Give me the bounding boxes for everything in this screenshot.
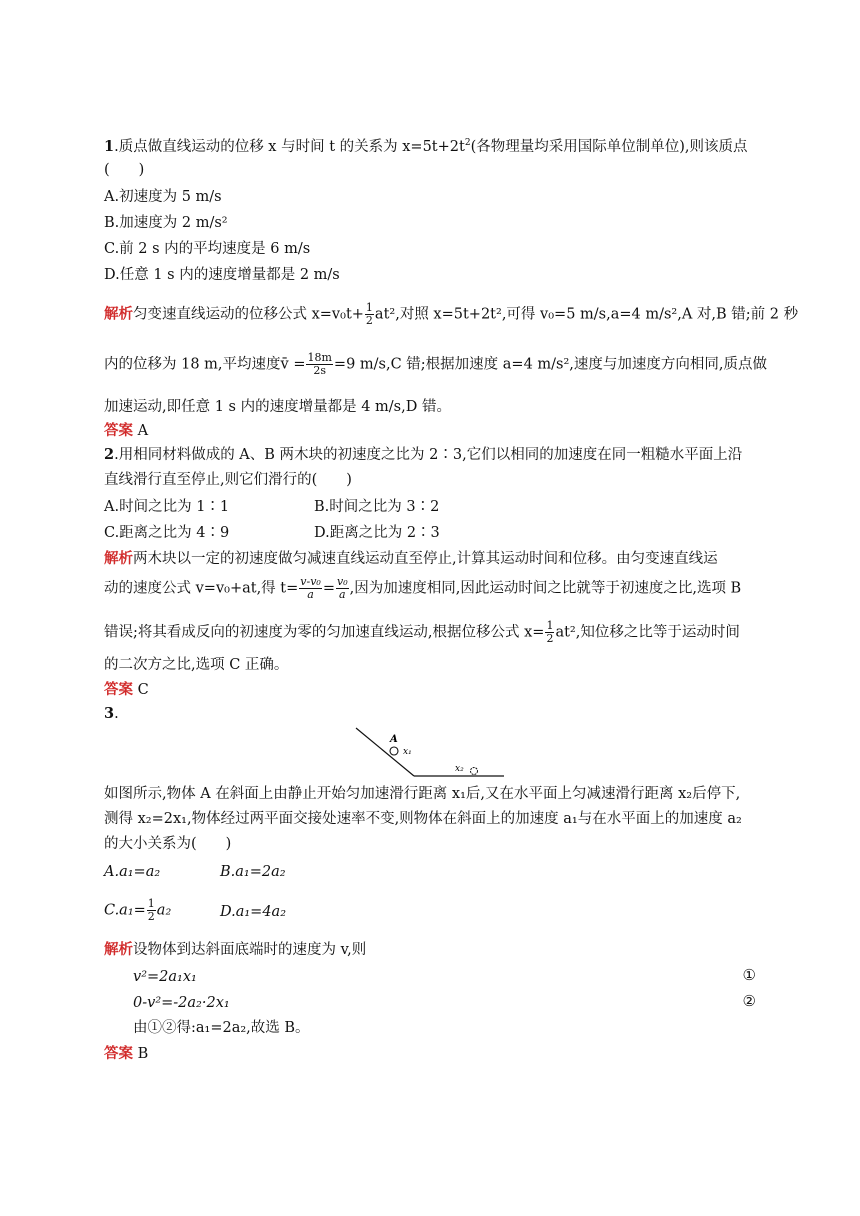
q3-option-c	[104, 898, 171, 923]
q2-stem-line1	[104, 444, 742, 466]
analysis-text: at²,知位移之比等于运动时间	[555, 624, 740, 641]
q3-stem-line3: 的大小关系为( )	[104, 836, 232, 852]
analysis-label: 解析	[104, 306, 133, 323]
label-x2: x₂	[455, 764, 464, 774]
fraction-time2	[336, 576, 349, 601]
q1-option-a: A.初速度为 5 m/s	[104, 189, 222, 205]
label-a: A	[390, 734, 398, 745]
q3-option-a: A.a₁=a₂	[104, 864, 161, 880]
q2-stem-line2: 直线滑行直至停止,则它们滑行的( )	[104, 472, 352, 488]
q2-option-b: B.时间之比为 3∶2	[314, 499, 440, 515]
block-a-icon	[390, 747, 398, 755]
q3-option-b: B.a₁=2a₂	[220, 864, 286, 880]
q3-equation-2-mark: ②	[742, 992, 756, 1010]
q3-answer	[104, 1043, 148, 1065]
frac-bottom: a	[339, 588, 346, 601]
q3-stem-line2: 测得 x₂=2x₁,物体经过两平面交接处速率不变,则物体在斜面上的加速度 a₁与在水平面上的加速度 a₂	[104, 811, 742, 827]
analysis-text: 错误;将其看成反向的初速度为零的匀加速直线运动,根据位移公式 x=	[104, 624, 545, 641]
analysis-text: at²,对照 x=5t+2t²,可得 v₀=5 m/s,a=4 m/s²,A 对,B 错;前 2 秒	[374, 306, 799, 323]
frac-bottom: 2	[546, 632, 554, 645]
block-stop-icon	[471, 768, 478, 775]
label-x1: x₁	[403, 747, 412, 757]
q1-option-d: D.任意 1 s 内的速度增量都是 2 m/s	[104, 267, 340, 283]
answer-value: C	[133, 682, 149, 698]
analysis-text: 两木块以一定的初速度做匀减速直线运动直至停止,计算其运动时间和位移。由匀变速直线运	[133, 551, 718, 567]
analysis-text: 动的速度公式 v=v₀+at,得 t=	[104, 580, 299, 597]
question-number: 3	[104, 705, 115, 722]
q1-analysis-line1	[104, 302, 798, 327]
answer-label: 答案	[104, 682, 133, 698]
frac-bottom: a	[307, 588, 314, 601]
stem-text: .用相同材料做成的 A、B 两木块的初速度之比为 2∶3,它们以相同的加速度在同一粗糙水平面上沿	[114, 447, 743, 463]
incline-diagram	[350, 722, 510, 780]
frac-top: 1	[546, 619, 554, 632]
superscript: 2	[464, 138, 471, 148]
q2-analysis-line4: 的二次方之比,选项 C 正确。	[104, 657, 289, 673]
stem-text: .质点做直线运动的位移 x 与时间 t 的关系为 x=5t+2t	[114, 138, 465, 155]
fraction-half	[365, 302, 374, 327]
answer-value: B	[133, 1046, 149, 1062]
analysis-text: 内的位移为 18 m,平均速度v̄ =	[104, 356, 306, 373]
frac-top: v-v₀	[300, 575, 321, 588]
q1-answer	[104, 420, 148, 442]
fraction-avg-velocity	[306, 352, 332, 377]
question-number: 2	[104, 446, 115, 463]
frac-bottom: 2	[365, 314, 373, 327]
q1-paren: ( )	[104, 162, 145, 178]
q1-stem-line1	[104, 132, 748, 158]
option-text: C.a₁=	[104, 902, 146, 919]
q2-analysis-line2	[104, 576, 741, 601]
frac-bottom: 2s	[313, 364, 327, 377]
analysis-text: =	[322, 580, 335, 597]
option-text: a₂	[156, 902, 172, 919]
answer-value: A	[133, 423, 149, 439]
analysis-label: 解析	[104, 942, 133, 958]
analysis-text: 设物体到达斜面底端时的速度为 v,则	[133, 942, 367, 958]
analysis-text: =9 m/s,C 错;根据加速度 a=4 m/s²,速度与加速度方向相同,质点做	[333, 356, 768, 373]
analysis-label: 解析	[104, 551, 133, 567]
q1-analysis-line3: 加速运动,即任意 1 s 内的速度增量都是 4 m/s,D 错。	[104, 399, 451, 415]
q2-analysis-line3	[104, 620, 740, 645]
q2-answer	[104, 679, 149, 701]
question-number: 1	[104, 137, 115, 155]
fraction-time	[299, 576, 322, 601]
fraction-half	[545, 620, 554, 645]
analysis-text: 匀变速直线运动的位移公式 x=v₀t+	[133, 306, 364, 323]
q2-option-c: C.距离之比为 4∶9	[104, 525, 230, 541]
frac-bottom: 2	[147, 910, 155, 923]
q3-conclusion: 由①②得:a₁=2a₂,故选 B。	[133, 1020, 310, 1036]
fraction-half	[147, 898, 156, 923]
analysis-text: ,因为加速度相同,因此运动时间之比就等于初速度之比,选项 B	[349, 580, 742, 597]
q2-option-d: D.距离之比为 2∶3	[314, 525, 440, 541]
stem-text: .	[114, 706, 119, 722]
answer-label: 答案	[104, 423, 133, 439]
frac-top: v₀	[337, 575, 348, 588]
q3-stem-line1: 如图所示,物体 A 在斜面上由静止开始匀加速滑行距离 x₁后,又在水平面上匀减速滑行距离 x₂后停下,	[104, 786, 741, 802]
frac-top: 18m	[307, 351, 332, 364]
q3-option-d: D.a₁=4a₂	[220, 904, 287, 920]
q1-option-b: B.加速度为 2 m/s²	[104, 215, 228, 231]
q2-analysis-line1	[104, 548, 718, 570]
q3-equation-1: v²=2a₁x₁	[133, 969, 197, 985]
frac-top: 1	[147, 897, 155, 910]
q3-equation-1-mark: ①	[742, 966, 756, 984]
frac-top: 1	[365, 301, 373, 314]
q2-option-a: A.时间之比为 1∶1	[104, 499, 230, 515]
stem-text: (各物理量均采用国际单位制单位),则该质点	[470, 138, 748, 155]
q1-option-c: C.前 2 s 内的平均速度是 6 m/s	[104, 241, 311, 257]
q3-number	[104, 703, 119, 725]
answer-label: 答案	[104, 1046, 133, 1062]
q1-analysis-line2	[104, 352, 767, 377]
q3-analysis-line1	[104, 939, 366, 961]
q3-equation-2: 0-v²=-2a₂·2x₁	[133, 995, 230, 1011]
